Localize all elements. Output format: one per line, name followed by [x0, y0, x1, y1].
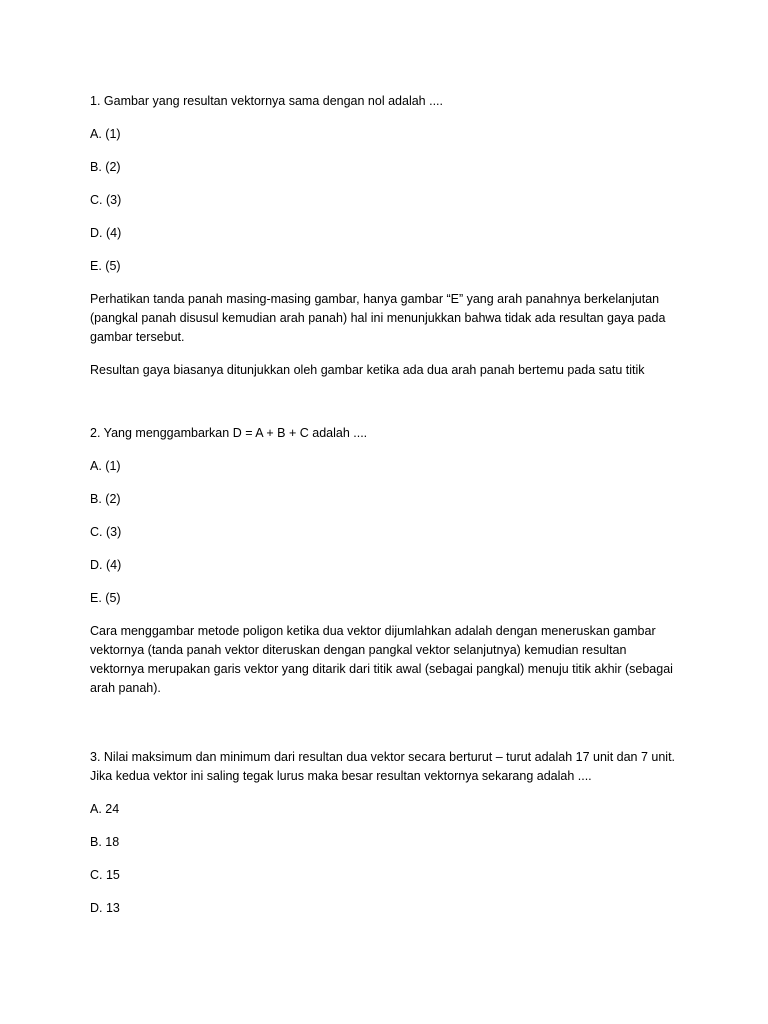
- question-3-option-d: D. 13: [90, 901, 120, 915]
- question-2-option-d: D. (4): [90, 558, 122, 572]
- question-1-option-b: B. (2): [90, 160, 121, 174]
- question-2-option-a: A. (1): [90, 459, 121, 473]
- document-page: [90, 92, 680, 932]
- question-1-text: 1. Gambar yang resultan vektornya sama dengan nol adalah ....: [90, 94, 443, 108]
- question-3-option-a: A. 24: [90, 802, 120, 816]
- question-3-text: 3. Nilai maksimum dan minimum dari resultan dua vektor secara berturut – turut adalah 17 unit dan 7 unit. Jika kedua vektor ini saling tegak lurus maka besar resultan vektornya sekarang adalah ....: [90, 750, 676, 783]
- question-3-option-c: C. 15: [90, 868, 120, 882]
- question-1-option-e: E. (5): [90, 259, 121, 273]
- section-spacer: [90, 394, 680, 424]
- question-1-explanation-2: Resultan gaya biasanya ditunjukkan oleh gambar ketika ada dua arah panah bertemu pada satu titik: [90, 363, 645, 377]
- question-2-option-e: E. (5): [90, 591, 121, 605]
- question-2-explanation-1: Cara menggambar metode poligon ketika dua vektor dijumlahkan adalah dengan meneruskan gambar vektornya (tanda panah vektor diteruskan dengan pangkal vektor selanjutnya) kemudian resultan vektornya merupakan garis vektor yang ditarik dari titik awal (sebagai pangkal) menuju titik akhir (sebagai arah panah).: [90, 624, 673, 695]
- question-1-option-c: C. (3): [90, 193, 122, 207]
- question-2-option-c: C. (3): [90, 525, 122, 539]
- question-1-option-a: A. (1): [90, 127, 121, 141]
- question-1-option-d: D. (4): [90, 226, 122, 240]
- question-3-option-b: B. 18: [90, 835, 120, 849]
- section-spacer: [90, 712, 680, 748]
- question-2-text: 2. Yang menggambarkan D = A + B + C adalah ....: [90, 426, 368, 440]
- question-2-option-b: B. (2): [90, 492, 121, 506]
- question-1-explanation-1: Perhatikan tanda panah masing-masing gambar, hanya gambar “E” yang arah panahnya berkelanjutan (pangkal panah disusul kemudian arah panah) hal ini menunjukkan bahwa tidak ada resultan gaya pada gambar tersebut.: [90, 292, 666, 344]
